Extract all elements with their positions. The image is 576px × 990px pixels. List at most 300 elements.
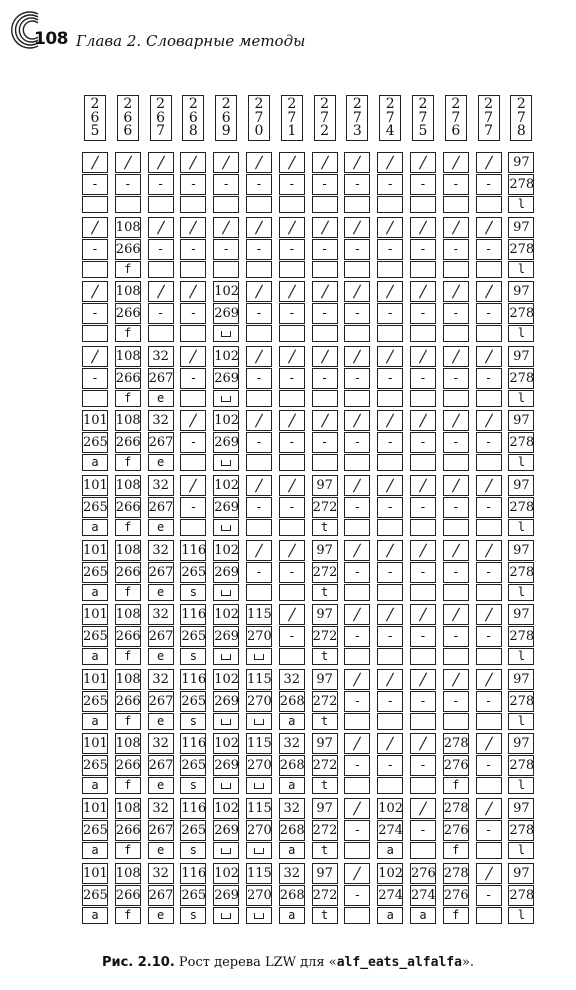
node-pointer: 108	[115, 863, 141, 884]
node-parent: 278	[508, 755, 534, 776]
empty-slash-icon	[344, 346, 370, 367]
node-symbol	[476, 907, 502, 924]
tree-node	[377, 281, 403, 343]
node-parent: 266	[115, 303, 141, 324]
node-parent: 274	[377, 885, 403, 906]
node-symbol: a	[410, 907, 436, 924]
space-symbol-icon	[254, 848, 264, 854]
node-symbol	[246, 584, 272, 601]
empty-slash-icon	[443, 604, 469, 625]
tree-node	[246, 669, 272, 731]
space-symbol-icon	[221, 331, 231, 337]
tree-node	[443, 604, 469, 666]
node-symbol: s	[180, 777, 206, 794]
node-parent: 278	[508, 368, 534, 389]
node-symbol: l	[508, 261, 534, 278]
column-header-digit: 8	[188, 123, 198, 139]
node-parent: 269	[213, 885, 239, 906]
tree-node	[377, 604, 403, 666]
node-pointer: 97	[508, 281, 534, 302]
node-symbol	[279, 584, 305, 601]
node-symbol	[213, 261, 239, 278]
tree-node	[312, 669, 338, 731]
node-parent: -	[377, 626, 403, 647]
node-symbol	[279, 454, 305, 471]
node-pointer: 102	[377, 863, 403, 884]
node-symbol: a	[82, 648, 108, 665]
node-pointer: 102	[213, 669, 239, 690]
column-header-digit: 8	[516, 123, 526, 139]
node-parent: -	[344, 755, 370, 776]
node-symbol	[279, 325, 305, 342]
node-symbol: l	[508, 842, 534, 859]
tree-node	[148, 281, 174, 343]
node-pointer: 97	[508, 152, 534, 173]
tree-node	[344, 863, 370, 925]
column-header-digit: 3	[352, 123, 362, 139]
column-header-digit: 7	[484, 109, 494, 126]
node-pointer: 97	[508, 410, 534, 431]
node-pointer: 102	[213, 863, 239, 884]
node-symbol	[213, 648, 239, 665]
node-symbol: f	[443, 907, 469, 924]
node-symbol	[344, 907, 370, 924]
node-symbol	[443, 454, 469, 471]
column-header	[117, 95, 139, 141]
empty-slash-icon	[344, 733, 370, 754]
empty-slash-icon	[180, 152, 206, 173]
node-symbol	[213, 842, 239, 859]
tree-node	[246, 346, 272, 408]
node-parent: -	[410, 497, 436, 518]
node-symbol	[410, 713, 436, 730]
tree-node	[213, 733, 239, 795]
node-parent: 265	[82, 820, 108, 841]
node-parent: 274	[377, 820, 403, 841]
space-symbol-icon	[221, 783, 231, 789]
node-symbol: f	[115, 261, 141, 278]
column-header-digit: 4	[385, 123, 395, 139]
space-symbol-icon	[221, 396, 231, 402]
tree-node	[115, 281, 141, 343]
tree-node	[508, 540, 534, 602]
empty-slash-icon	[279, 152, 305, 173]
column-header-digit: 6	[123, 123, 133, 139]
column-header-digit: 6	[90, 109, 100, 126]
node-symbol	[443, 325, 469, 342]
tree-node	[180, 410, 206, 472]
node-symbol	[213, 196, 239, 213]
node-symbol	[344, 842, 370, 859]
node-pointer: 32	[148, 863, 174, 884]
node-symbol: f	[443, 777, 469, 794]
tree-node	[246, 410, 272, 472]
node-parent: -	[312, 303, 338, 324]
node-symbol	[148, 325, 174, 342]
node-symbol: e	[148, 454, 174, 471]
tree-node	[115, 798, 141, 860]
tree-node	[115, 604, 141, 666]
node-pointer: 97	[312, 475, 338, 496]
column-header-digit: 2	[287, 96, 297, 112]
tree-node	[476, 540, 502, 602]
node-pointer: 115	[246, 604, 272, 625]
tree-node	[246, 540, 272, 602]
tree-node	[148, 475, 174, 537]
tree-node	[148, 798, 174, 860]
node-parent: 266	[115, 432, 141, 453]
tree-node	[180, 798, 206, 860]
node-parent: -	[476, 562, 502, 583]
node-parent: -	[410, 368, 436, 389]
node-symbol	[443, 584, 469, 601]
node-symbol: l	[508, 390, 534, 407]
node-pointer: 32	[279, 798, 305, 819]
running-title: Глава 2. Словарные методы	[76, 32, 306, 50]
node-parent: -	[246, 432, 272, 453]
node-symbol: f	[115, 842, 141, 859]
empty-slash-icon	[476, 152, 502, 173]
tree-node	[246, 733, 272, 795]
node-symbol: f	[115, 325, 141, 342]
tree-node	[443, 410, 469, 472]
node-symbol	[377, 777, 403, 794]
node-symbol	[377, 713, 403, 730]
empty-slash-icon	[443, 281, 469, 302]
node-parent: 266	[115, 626, 141, 647]
tree-node	[115, 540, 141, 602]
node-symbol	[410, 196, 436, 213]
node-parent: -	[279, 174, 305, 195]
node-symbol	[246, 713, 272, 730]
node-symbol	[410, 390, 436, 407]
node-parent: -	[246, 368, 272, 389]
empty-slash-icon	[344, 604, 370, 625]
node-symbol	[377, 519, 403, 536]
node-parent: -	[410, 820, 436, 841]
node-parent: -	[476, 368, 502, 389]
node-pointer: 102	[213, 281, 239, 302]
node-parent: -	[443, 368, 469, 389]
empty-slash-icon	[377, 152, 403, 173]
tree-node	[443, 669, 469, 731]
node-parent: -	[377, 432, 403, 453]
node-parent: -	[279, 497, 305, 518]
tree-node	[82, 152, 108, 214]
tree-node	[344, 669, 370, 731]
node-symbol	[476, 842, 502, 859]
node-pointer: 32	[279, 669, 305, 690]
node-parent: -	[410, 432, 436, 453]
node-parent: -	[279, 239, 305, 260]
empty-slash-icon	[246, 475, 272, 496]
column-header-digit: 5	[418, 123, 428, 139]
node-pointer: 101	[82, 410, 108, 431]
tree-node	[82, 669, 108, 731]
node-symbol: s	[180, 842, 206, 859]
node-parent: -	[443, 562, 469, 583]
tree-node	[476, 217, 502, 279]
node-parent: -	[377, 497, 403, 518]
tree-node	[279, 669, 305, 731]
node-parent: -	[115, 174, 141, 195]
node-parent: -	[279, 626, 305, 647]
node-symbol: e	[148, 648, 174, 665]
node-pointer: 108	[115, 669, 141, 690]
node-symbol	[279, 390, 305, 407]
tree-node	[180, 669, 206, 731]
node-parent: -	[476, 820, 502, 841]
node-symbol	[476, 584, 502, 601]
tree-node	[279, 863, 305, 925]
node-parent: -	[476, 755, 502, 776]
tree-node	[180, 346, 206, 408]
node-parent: -	[344, 239, 370, 260]
node-pointer: 115	[246, 669, 272, 690]
node-symbol	[148, 196, 174, 213]
node-pointer: 32	[148, 346, 174, 367]
column-header-digit: 6	[123, 109, 133, 126]
node-symbol	[213, 325, 239, 342]
empty-slash-icon	[476, 798, 502, 819]
node-parent: -	[344, 497, 370, 518]
node-pointer: 101	[82, 475, 108, 496]
node-parent: -	[377, 368, 403, 389]
node-symbol	[377, 390, 403, 407]
node-symbol: a	[279, 777, 305, 794]
node-symbol	[476, 454, 502, 471]
node-symbol	[377, 325, 403, 342]
node-pointer: 32	[148, 604, 174, 625]
node-pointer: 278	[443, 798, 469, 819]
column-header-digit: 7	[287, 109, 297, 126]
node-parent: 270	[246, 691, 272, 712]
node-parent: 268	[279, 755, 305, 776]
node-symbol	[312, 390, 338, 407]
column-header-digit: 7	[451, 109, 461, 126]
empty-slash-icon	[443, 540, 469, 561]
node-parent: -	[312, 368, 338, 389]
figure-caption	[0, 955, 576, 970]
node-parent: -	[476, 303, 502, 324]
node-symbol	[476, 648, 502, 665]
tree-node	[508, 152, 534, 214]
node-parent: -	[279, 368, 305, 389]
node-parent: 278	[508, 174, 534, 195]
node-parent: -	[246, 174, 272, 195]
node-symbol	[180, 454, 206, 471]
node-parent: 270	[246, 820, 272, 841]
node-pointer: 115	[246, 798, 272, 819]
node-pointer: 97	[508, 669, 534, 690]
empty-slash-icon	[246, 540, 272, 561]
node-symbol	[410, 584, 436, 601]
column-header-digit: 6	[221, 109, 231, 126]
tree-node	[377, 669, 403, 731]
node-symbol: t	[312, 842, 338, 859]
node-symbol	[246, 196, 272, 213]
tree-node	[279, 540, 305, 602]
node-symbol: t	[312, 713, 338, 730]
tree-node	[410, 604, 436, 666]
tree-node	[476, 475, 502, 537]
column-header-digit: 2	[484, 96, 494, 112]
node-symbol	[213, 519, 239, 536]
node-symbol: f	[443, 842, 469, 859]
node-parent: 265	[180, 562, 206, 583]
empty-slash-icon	[476, 863, 502, 884]
node-pointer: 116	[180, 798, 206, 819]
node-parent: 270	[246, 755, 272, 776]
node-parent: 278	[508, 562, 534, 583]
tree-node	[443, 475, 469, 537]
tree-node	[508, 863, 534, 925]
node-symbol: a	[82, 454, 108, 471]
tree-node	[180, 604, 206, 666]
node-symbol	[246, 648, 272, 665]
tree-node	[246, 475, 272, 537]
node-symbol: f	[115, 390, 141, 407]
tree-node	[344, 281, 370, 343]
empty-slash-icon	[377, 540, 403, 561]
node-pointer: 32	[148, 733, 174, 754]
tree-node	[148, 410, 174, 472]
node-pointer: 115	[246, 733, 272, 754]
node-symbol	[82, 325, 108, 342]
column-header	[281, 95, 303, 141]
space-symbol-icon	[221, 848, 231, 854]
tree-node	[115, 733, 141, 795]
node-pointer: 97	[312, 604, 338, 625]
column-header	[248, 95, 270, 141]
empty-slash-icon	[377, 733, 403, 754]
node-parent: 272	[312, 497, 338, 518]
caption-end: ».	[461, 955, 475, 970]
empty-slash-icon	[279, 410, 305, 431]
node-pointer: 278	[443, 733, 469, 754]
node-symbol	[246, 390, 272, 407]
node-symbol	[246, 454, 272, 471]
node-parent: -	[377, 239, 403, 260]
node-pointer: 97	[508, 733, 534, 754]
node-parent: 266	[115, 885, 141, 906]
empty-slash-icon	[180, 410, 206, 431]
node-parent: -	[180, 239, 206, 260]
node-symbol	[344, 390, 370, 407]
tree-node	[279, 475, 305, 537]
node-parent: -	[410, 303, 436, 324]
empty-slash-icon	[476, 540, 502, 561]
node-parent: 276	[443, 885, 469, 906]
node-pointer: 116	[180, 604, 206, 625]
node-symbol: a	[82, 907, 108, 924]
tree-node	[443, 217, 469, 279]
tree-node	[115, 346, 141, 408]
node-parent: -	[180, 303, 206, 324]
column-header-digit: 2	[123, 96, 133, 112]
node-parent: -	[312, 239, 338, 260]
node-parent: -	[344, 885, 370, 906]
tree-node	[312, 152, 338, 214]
node-parent: 265	[82, 562, 108, 583]
empty-slash-icon	[476, 733, 502, 754]
tree-node	[410, 217, 436, 279]
node-symbol	[180, 196, 206, 213]
node-parent: -	[344, 368, 370, 389]
node-parent: -	[148, 303, 174, 324]
node-symbol	[180, 261, 206, 278]
caption-label: Рис. 2.10.	[101, 955, 175, 970]
node-symbol: f	[115, 777, 141, 794]
node-pointer: 97	[312, 798, 338, 819]
node-symbol: f	[115, 519, 141, 536]
empty-slash-icon	[180, 346, 206, 367]
tree-node	[312, 475, 338, 537]
column-header-digit: 2	[156, 96, 166, 112]
node-symbol: a	[82, 519, 108, 536]
empty-slash-icon	[213, 152, 239, 173]
empty-slash-icon	[180, 281, 206, 302]
node-parent: 278	[508, 239, 534, 260]
column-header-digit: 2	[385, 96, 395, 112]
node-parent: -	[279, 303, 305, 324]
column-header-digit: 7	[484, 123, 494, 139]
tree-node	[443, 152, 469, 214]
node-parent: 270	[246, 626, 272, 647]
tree-node	[443, 863, 469, 925]
node-symbol	[213, 907, 239, 924]
tree-node	[410, 281, 436, 343]
empty-slash-icon	[344, 217, 370, 238]
node-symbol	[312, 261, 338, 278]
tree-node	[180, 863, 206, 925]
tree-node	[377, 217, 403, 279]
node-parent: 268	[279, 885, 305, 906]
tree-node	[443, 733, 469, 795]
tree-node	[410, 410, 436, 472]
tree-node	[312, 604, 338, 666]
empty-slash-icon	[344, 410, 370, 431]
column-header-digit: 2	[516, 96, 526, 112]
column-header-digit: 2	[418, 96, 428, 112]
node-symbol: a	[377, 842, 403, 859]
node-pointer: 108	[115, 475, 141, 496]
tree-node	[180, 152, 206, 214]
caption-example: alf_eats_alfalfa	[336, 955, 462, 970]
empty-slash-icon	[279, 346, 305, 367]
column-header-digit: 2	[352, 96, 362, 112]
node-pointer: 102	[213, 540, 239, 561]
node-symbol	[279, 519, 305, 536]
node-symbol	[82, 261, 108, 278]
column-header-digit: 7	[254, 109, 264, 126]
node-parent: -	[476, 497, 502, 518]
node-parent: 276	[443, 755, 469, 776]
tree-node	[508, 346, 534, 408]
tree-node	[148, 217, 174, 279]
node-pointer: 101	[82, 798, 108, 819]
node-pointer: 116	[180, 540, 206, 561]
empty-slash-icon	[443, 475, 469, 496]
tree-node	[180, 217, 206, 279]
node-parent: -	[410, 626, 436, 647]
node-pointer: 32	[148, 669, 174, 690]
node-symbol: e	[148, 713, 174, 730]
node-parent: -	[410, 691, 436, 712]
node-symbol	[344, 777, 370, 794]
column-header	[379, 95, 401, 141]
empty-slash-icon	[312, 217, 338, 238]
